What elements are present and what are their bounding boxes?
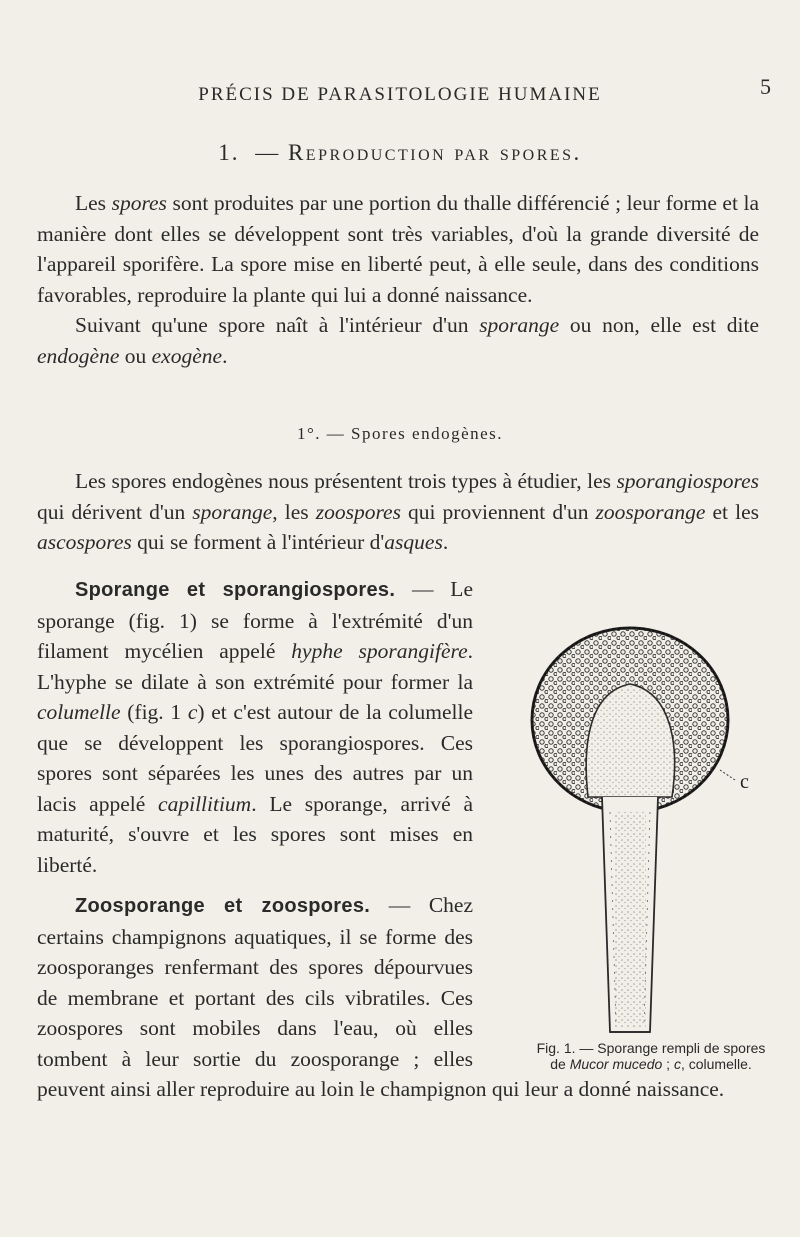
endogenes-paragraph: Les spores endogènes nous présentent trois types à étudier, les sporangiospores qui dérivent d'un sporange, les zoospores qui proviennent d'un zoosporange et les ascospores qui se forment à l'intérieur d'asques. [37,469,759,554]
zoosporange-heading: Zoosporange et zoospores. [75,895,371,917]
sporangiophore-hypha [602,797,658,1032]
section-number: 1. [218,140,240,165]
section-title [0,140,800,166]
figure-1-sporange-illustration [530,622,760,1042]
section-dash: — [255,140,281,165]
intro-paragraph-2: Suivant qu'une spore naît à l'intérieur d'un sporange ou non, elle est dite endogène ou exogène. [37,313,760,368]
intro-block [37,188,759,371]
label-leader [720,770,735,780]
figure-label-c: c [740,771,749,793]
sporange-drawing [530,622,760,1042]
subsection-title: 1°. — Spores endogènes. [296,424,504,443]
sporange-body: — Le sporange (fig. 1) se forme à l'extrémité d'un filament mycélien appelé hyphe sporangifère. L'hyphe se dilate à son extrémité pour former la columelle (fig. 1 c) et c'est autour de la columelle que se développent les sporangiospores. Ces spores sont séparées les unes des autres par un lacis appelé capillitium. Le sporange, arrivé à maturité, s'ouvre et les spores sont mises en liberté. [37,577,474,877]
figure-caption-label: Fig. 1. [536,1040,576,1056]
figure-caption-text: — Sporange rempli de spores de Mucor mucedo ; c, columelle. [550,1040,766,1072]
page-number: 5 [760,74,771,99]
intro-paragraph-1: Les spores sont produites par une portion du thalle différencié ; leur forme et la manière dont elles se développent sont très variables, d'où la grande diversité de l'appareil sporifère. La spore mise en liberté peut, à elle seule, dans des conditions favorables, reproduire la plante qui lui a donné naissance. [37,191,759,307]
endogenes-block [37,466,759,558]
sporange-heading: Sporange et sporangiospores. [75,579,396,601]
figure-caption [536,1040,766,1072]
running-head: PRÉCIS DE PARASITOLOGIE HUMAINE [198,84,602,105]
section-title-text: Reproduction par spores. [287,140,582,165]
zoosporange-body: — Chez certains champignons aquatiques, il se forme des zoosporanges renfermant des spores dépourvues de membrane et portant des cils vibratiles. Ces zoospores sont mobiles dans l'eau, où elles tombent à leur sortie du zoosporange ; elles peuvent ainsi aller reproduire au loin le champignon qui leur a donné naissance. [37,893,725,1101]
